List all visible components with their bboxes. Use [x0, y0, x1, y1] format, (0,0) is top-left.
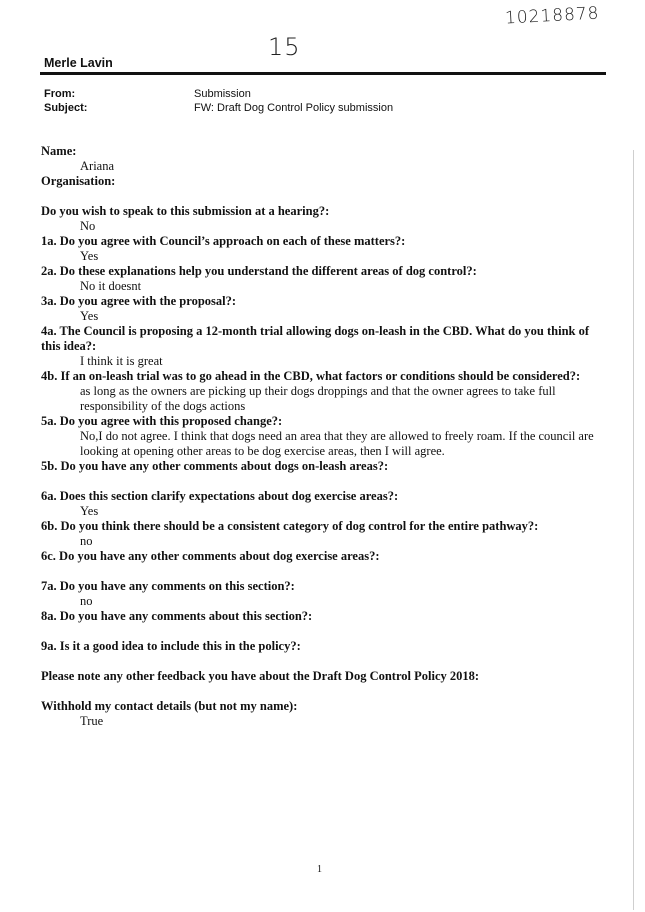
answer-hearing: No	[80, 219, 96, 233]
answer-2a: No it doesnt	[80, 279, 142, 293]
question-6a: 6a. Does this section clarify expectations about dog exercise areas?:	[41, 489, 399, 503]
answer-7a: no	[80, 594, 93, 608]
page-mark-handwritten: 15	[268, 33, 301, 61]
question-3a: 3a. Do you agree with the proposal?:	[41, 294, 237, 308]
question-hearing: Do you wish to speak to this submission at a hearing?:	[41, 204, 330, 218]
page-number: 1	[317, 864, 322, 875]
question-4b: 4b. If an on-leash trial was to go ahead in the CBD, what factors or conditions should be considered?:	[41, 369, 581, 383]
answer-5a: No,I do not agree. I think that dogs need an area that they are allowed to freely roam. If the council are looking at opening other areas to be dog exercise areas, then I will agree.	[80, 429, 594, 458]
answer-6a: Yes	[80, 504, 99, 518]
question-5a: 5a. Do you agree with this proposed change?:	[41, 414, 283, 428]
question-4a: 4a. The Council is proposing a 12-month trial allowing dogs on-leash in the CBD. What do you think of this idea?:	[41, 324, 590, 353]
question-7a: 7a. Do you have any comments on this section?:	[41, 579, 295, 593]
question-other-feedback: Please note any other feedback you have about the Draft Dog Control Policy 2018:	[41, 669, 480, 683]
header-rule	[40, 72, 606, 75]
subject-label: Subject:	[44, 102, 88, 114]
question-1a: 1a. Do you agree with Council’s approach on each of these matters?:	[41, 234, 406, 248]
name-label: Name:	[41, 144, 77, 158]
answer-withhold-details: True	[80, 714, 104, 728]
answer-6b: no	[80, 534, 93, 548]
question-withhold-details: Withhold my contact details (but not my name):	[41, 699, 298, 713]
question-6c: 6c. Do you have any other comments about dog exercise areas?:	[41, 549, 380, 563]
question-6b: 6b. Do you think there should be a consistent category of dog control for the entire pathway?:	[41, 519, 539, 533]
sender-name: Merle Lavin	[44, 56, 113, 70]
organisation-label: Organisation:	[41, 174, 116, 188]
document-number-handwritten: 10218878	[504, 3, 600, 29]
question-9a: 9a. Is it a good idea to include this in the policy?:	[41, 639, 301, 653]
subject-value: FW: Draft Dog Control Policy submission	[194, 102, 394, 114]
question-5b: 5b. Do you have any other comments about dogs on-leash areas?:	[41, 459, 389, 473]
from-value: Submission	[194, 88, 251, 100]
name-value: Ariana	[80, 159, 115, 173]
question-2a: 2a. Do these explanations help you understand the different areas of dog control?:	[41, 264, 477, 278]
answer-1a: Yes	[80, 249, 99, 263]
answer-4b: as long as the owners are picking up their dogs droppings and that the owner agrees to take full responsibility of the dogs actions	[80, 384, 556, 413]
answer-4a: I think it is great	[80, 354, 163, 368]
answer-3a: Yes	[80, 309, 99, 323]
scan-edge-line	[633, 150, 634, 910]
from-label: From:	[44, 88, 76, 100]
question-8a: 8a. Do you have any comments about this section?:	[41, 609, 313, 623]
